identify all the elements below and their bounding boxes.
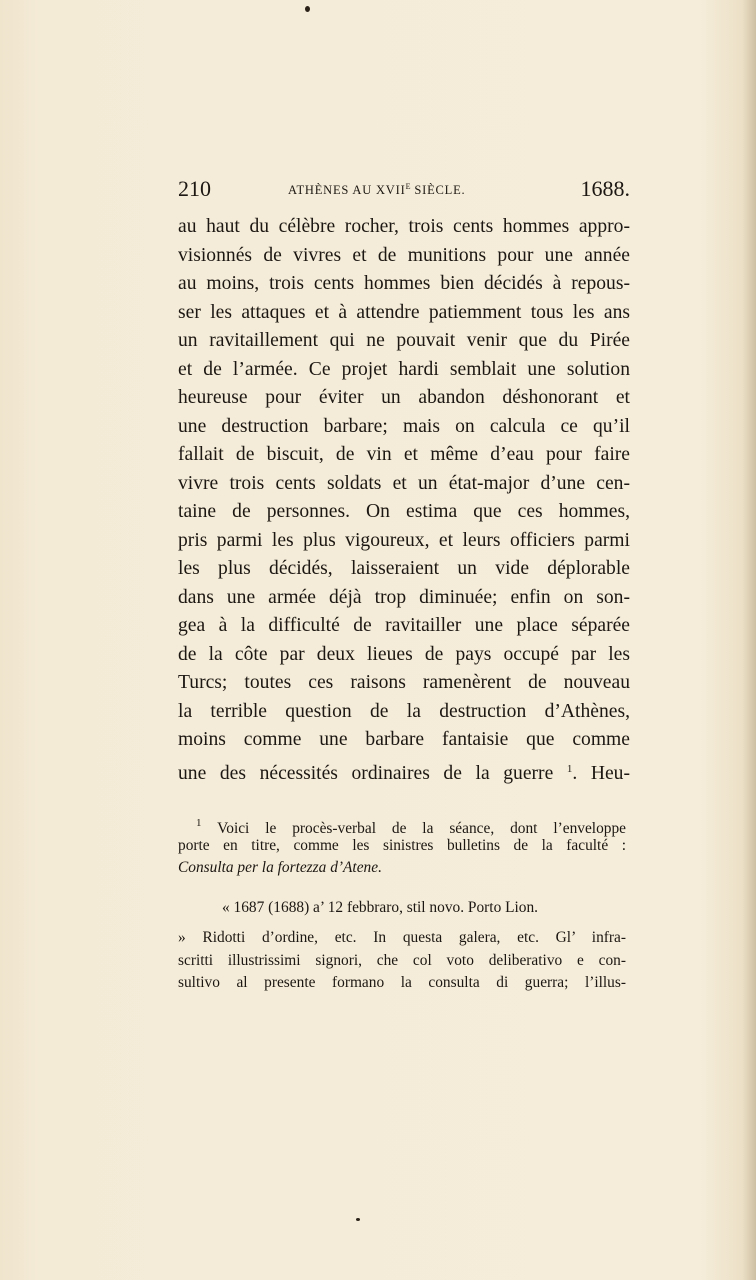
text-line: de la côte par deux lieues de pays occupé par les [178,643,630,665]
text-line: heureuse pour éviter un abandon déshonorant et [178,387,630,408]
footnote-title-italic: Consulta per la fortezza d’Atene. [178,859,382,876]
text-line: fallait de biscuit, de vin et même d’eau pour faire [178,444,630,465]
text-line: gea à la difficulté de ravitailler une place séparée [178,615,630,636]
footnote-quote-line: » Ridotti d’ordine, etc. In questa galera, etc. Gl’ infra- [178,929,626,946]
ink-speck [356,1218,360,1221]
footnote-reference[interactable]: 1 [566,762,573,775]
text-line: la terrible question de la destruction d’Athènes, [178,700,630,722]
footnote-line: $^1$ Voici le procès-verbal de la séance, dont l’enveloppe [196,817,626,837]
text-line: au haut du célèbre rocher, trois cents hommes appro- [178,216,630,237]
text-line: une destruction barbare; mais on calcula ce qu’il [178,415,630,437]
text-line-last: une des nécessités ordinaires de la guerre $^1$. Heu- [178,762,631,784]
running-head [178,176,630,208]
text-line: ser les attaques et à attendre patiemment tous les ans [178,301,630,323]
footnote-block [178,812,626,995]
footnote-line: porte en titre, comme les sinistres bulletins de la faculté : [178,836,626,854]
footnote-quote-line: scritti illustrissimi signori, che col voto deliberativo e con- [178,951,626,969]
text-line: pris parmi les plus vigoureux, et leurs officiers parmi [178,529,630,551]
running-title: ATHÈNES AU $XVII^E$ SIÈCLE. [288,182,466,197]
ink-speck [305,6,310,12]
running-year: 1688. [580,176,630,201]
footnote-quote-line: sultivo al presente formano la consulta di guerra; l’illus- [178,974,626,991]
text-line: les plus décidés, laisseraient un vide déplorable [178,558,630,579]
text-line: moins comme une barbare fantaisie que comme [178,729,630,750]
text-line: dans une armée déjà trop diminuée; enfin on son- [178,586,630,608]
text-line: Turcs; toutes ces raisons ramenèrent de nouveau [178,672,630,693]
footnote-line [178,857,626,880]
text-line: et de l’armée. Ce projet hardi semblait une solution [178,358,630,380]
text-line: vivre trois cents soldats et un état-major d’une cen- [178,472,630,494]
page-number: 210 [178,176,211,201]
page-edge-shadow [742,0,756,1280]
text-line: un ravitaillement qui ne pouvait venir que du Pirée [178,330,630,351]
text-line: taine de personnes. On estima que ces hommes, [178,501,630,522]
footnote-marker: 1 [196,817,202,829]
text-line: au moins, trois cents hommes bien décidés à repous- [178,273,630,294]
main-text-block [178,213,630,783]
footnote-quote-heading: « 1687 (1688) a’ 12 febbraro, stil novo. Porto Lion. [222,898,539,916]
text-line: visionnés de vivres et de munitions pour une année [178,244,630,266]
